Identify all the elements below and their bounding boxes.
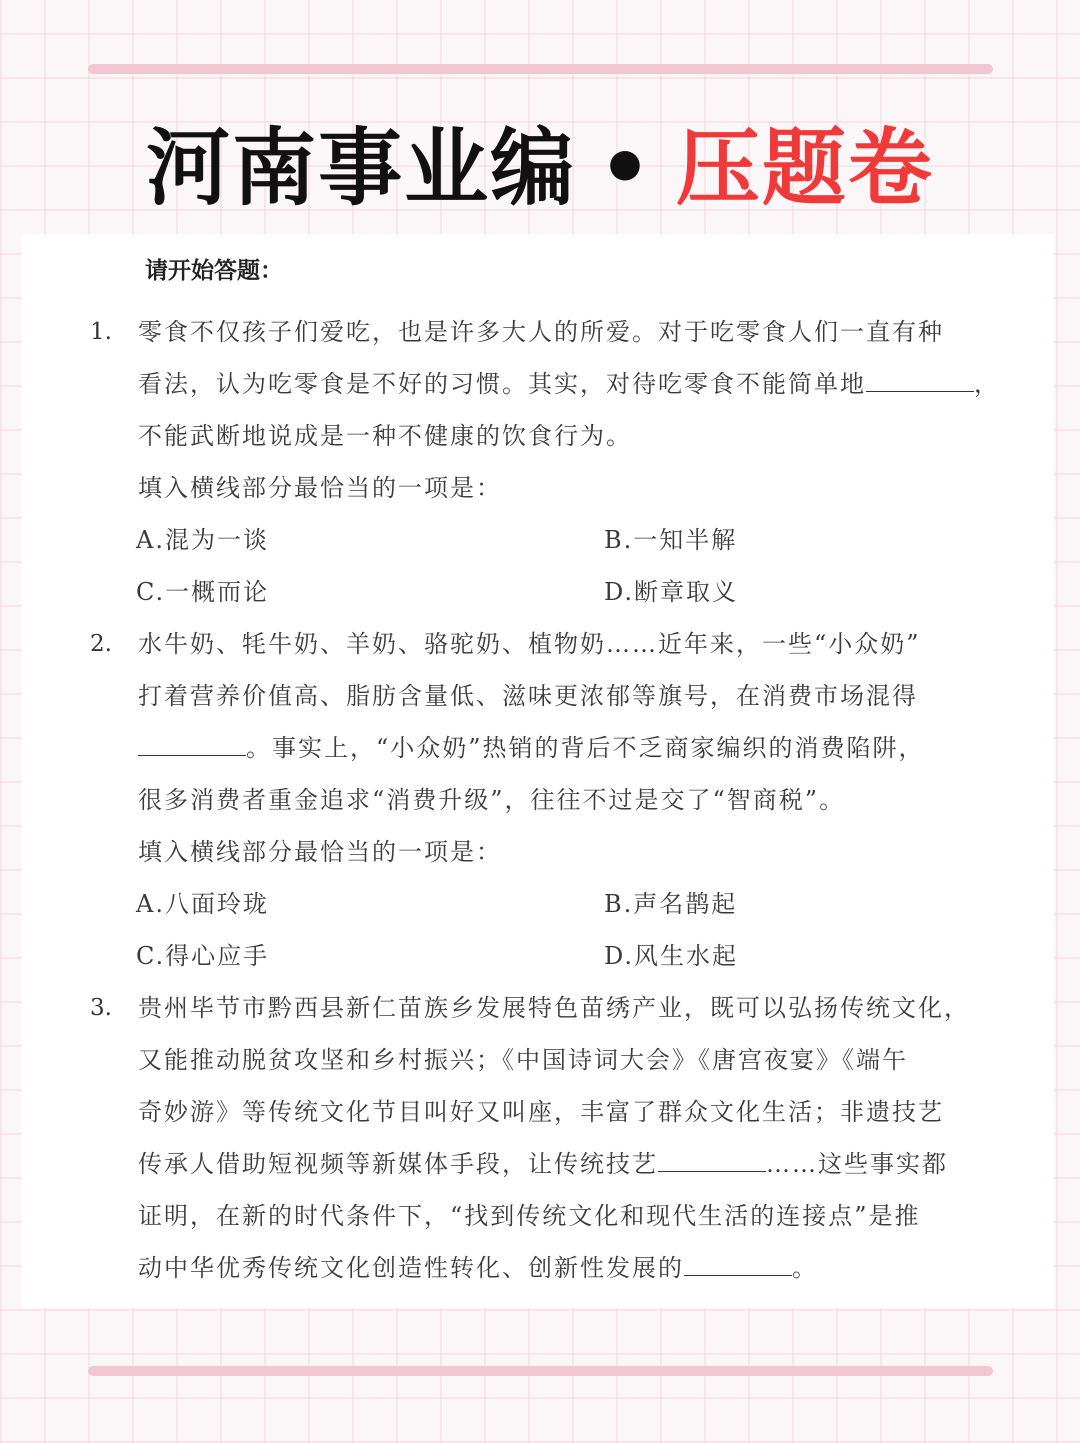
option-a[interactable]: A.混为一谈 (136, 526, 269, 554)
question-text: 看法，认为吃零食是不好的习惯。其实，对待吃零食不能简单地 (138, 370, 866, 398)
question-instruction: 填入横线部分最恰当的一项是： (138, 474, 502, 502)
question-text-line (138, 1242, 818, 1294)
answer-blank (138, 731, 246, 756)
question-text-line: 贵州毕节市黔西县新仁苗族乡发展特色苗绣产业，既可以弘扬传统文化， (138, 994, 970, 1022)
question-text: 动中华优秀传统文化创造性转化、创新性发展的 (138, 1254, 684, 1282)
answer-blank (684, 1251, 792, 1276)
question-text-line: 打着营养价值高、脂肪含量低、滋味更浓郁等旗号，在消费市场混得 (138, 682, 918, 710)
option-a[interactable]: A.八面玲珑 (136, 890, 269, 918)
question-text-line: 奇妙游》等传统文化节目叫好又叫座，丰富了群众文化生活；非遗技艺 (138, 1098, 944, 1126)
question-text-line: 零食不仅孩子们爱吃，也是许多大人的所爱。对于吃零食人们一直有种 (138, 318, 944, 346)
question-text-line (138, 722, 925, 774)
question-number: 1. (90, 319, 112, 345)
title-main: 河南事业编 (146, 119, 577, 217)
title-dot: • (598, 119, 654, 217)
answer-blank (658, 1147, 766, 1172)
question-text-line (138, 358, 1000, 410)
option-c[interactable]: C.一概而论 (136, 578, 270, 606)
question-text-line: 又能推动脱贫攻坚和乡村振兴；《中国诗词大会》《唐宫夜宴》《端午 (138, 1046, 908, 1074)
option-b[interactable]: B.声名鹊起 (604, 890, 738, 918)
page-title (0, 118, 1080, 218)
question-text-line: 不能武断地说成是一种不健康的饮食行为。 (138, 422, 632, 450)
question-text-line (138, 1138, 948, 1190)
question-text: 传承人借助短视频等新媒体手段，让传统技艺 (138, 1150, 658, 1178)
title-highlight: 压题卷 (675, 119, 934, 217)
option-b[interactable]: B.一知半解 (604, 526, 738, 554)
question-text-line: 证明，在新的时代条件下，“找到传统文化和现代生活的连接点”是推 (138, 1202, 921, 1230)
question-text: ……这些事实都 (766, 1150, 948, 1178)
question-text: 。 (792, 1254, 818, 1282)
prompt-text: 请开始答题： (145, 258, 283, 284)
question-number: 2. (90, 631, 112, 657)
decorative-bottom-line (88, 1366, 993, 1376)
exam-paper (22, 234, 1054, 1308)
question-instruction: 填入横线部分最恰当的一项是： (138, 838, 502, 866)
question-text: ， (974, 370, 1000, 398)
option-d[interactable]: D.风生水起 (604, 942, 739, 970)
question-text-line: 很多消费者重金追求“消费升级”，往往不过是交了“智商税”。 (138, 786, 846, 814)
question-number: 3. (90, 995, 112, 1021)
option-d[interactable]: D.断章取义 (604, 578, 739, 606)
question-text-line: 水牛奶、牦牛奶、羊奶、骆驼奶、植物奶……近年来，一些“小众奶” (138, 630, 921, 658)
decorative-top-line (88, 64, 993, 74)
option-c[interactable]: C.得心应手 (136, 942, 270, 970)
answer-blank (866, 367, 974, 392)
question-text: 。事实上，“小众奶”热销的背后不乏商家编织的消费陷阱， (246, 734, 925, 762)
